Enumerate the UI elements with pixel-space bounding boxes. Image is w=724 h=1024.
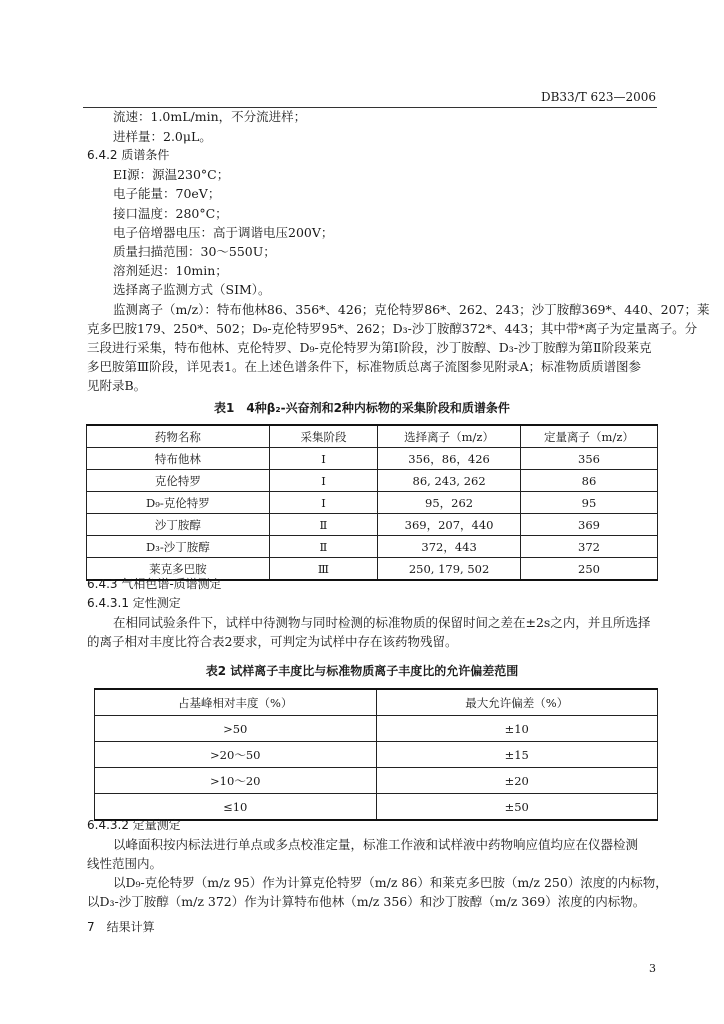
quant-ion-cell: 356 xyxy=(520,448,657,470)
deviation-cell: ±50 xyxy=(376,794,658,821)
quantitative-line-3: 以D₉-克伦特罗（m/z 95）作为计算克伦特罗（m/z 86）和莱克多巴胺（m/z 250）浓度的内标物， xyxy=(113,875,668,890)
deviation-cell: ±10 xyxy=(376,716,658,742)
quant-ion-cell: 369 xyxy=(520,514,657,536)
drug-name-cell: D₉-克伦特罗 xyxy=(87,492,270,514)
qualitative-line-2: 的离子相对丰度比符合表2要求，可判定为试样中存在该药物残留。 xyxy=(87,634,458,649)
drug-name-cell: 沙丁胺醇 xyxy=(87,514,270,536)
section-6-4-3-1-heading: 6.4.3.1 定性测定 xyxy=(87,596,181,610)
header-relative-abundance: 占基峰相对丰度（%） xyxy=(95,689,377,716)
stage-cell: Ⅰ xyxy=(269,470,377,492)
section-7-heading: 7 结果计算 xyxy=(87,920,155,934)
acquisition-table xyxy=(86,424,658,581)
scan-range-line: 质量扫描范围：30～550U； xyxy=(113,244,276,259)
monitor-ions-line-2: 克多巴胺179、250*、502；D₉-克伦特罗95*、262；D₃-沙丁胺醇372*、443；其中带*离子为定量离子。分 xyxy=(87,321,698,336)
abundance-cell: >50 xyxy=(95,716,377,742)
ei-source-line: EI源：源温230°C； xyxy=(113,167,230,182)
quantitative-line-2: 线性范围内。 xyxy=(87,856,163,871)
stage-cell: Ⅲ xyxy=(269,558,377,581)
abundance-cell: >20～50 xyxy=(95,742,377,768)
monitor-ions-line-3: 三段进行采集，特布他林、克伦特罗、D₉-克伦特罗为第Ⅰ阶段，沙丁胺醇、D₃-沙丁胺醇为第Ⅱ阶段莱克 xyxy=(87,340,652,355)
stage-cell: Ⅱ xyxy=(269,514,377,536)
deviation-table xyxy=(94,688,658,821)
quant-ion-cell: 86 xyxy=(520,470,657,492)
sim-mode-line: 选择离子监测方式（SIM）。 xyxy=(113,282,271,297)
page-number: 3 xyxy=(649,962,656,975)
table-row xyxy=(87,470,658,492)
drug-name-cell: 特布他林 xyxy=(87,448,270,470)
deviation-cell: ±20 xyxy=(376,768,658,794)
table-row xyxy=(95,716,658,742)
table-row xyxy=(87,536,658,558)
deviation-cell: ±15 xyxy=(376,742,658,768)
table-row xyxy=(87,514,658,536)
selected-ions-cell: 95，262 xyxy=(378,492,521,514)
stage-cell: Ⅱ xyxy=(269,536,377,558)
stage-cell: Ⅰ xyxy=(269,448,377,470)
qualitative-line-1: 在相同试验条件下，试样中待测物与同时检测的标准物质的保留时间之差在±2s之内，并且所选择 xyxy=(113,615,651,630)
flow-rate-line: 流速：1.0mL/min，不分流进样； xyxy=(113,109,307,124)
header-stage: 采集阶段 xyxy=(269,425,377,448)
table-header-row xyxy=(95,689,658,716)
monitor-ions-line-5: 见附录B。 xyxy=(87,378,147,393)
selected-ions-cell: 86, 243, 262 xyxy=(378,470,521,492)
quantitative-line-4: 以D₃-沙丁胺醇（m/z 372）作为计算特布他林（m/z 356）和沙丁胺醇（m/z 369）浓度的内标物。 xyxy=(87,894,646,909)
drug-name-cell: 莱克多巴胺 xyxy=(87,558,270,581)
quant-ion-cell: 372 xyxy=(520,536,657,558)
monitor-ions-line-1: 监测离子（m/z）：特布他林86、356*、426；克伦特罗86*、262、243；沙丁胺醇369*、440、207；莱 xyxy=(113,302,710,317)
quant-ion-cell: 250 xyxy=(520,558,657,581)
multiplier-voltage-line: 电子倍增器电压：高于调谐电压200V； xyxy=(113,225,334,240)
header-drug-name: 药物名称 xyxy=(87,425,270,448)
section-6-4-3-2-heading: 6.4.3.2 定量测定 xyxy=(87,818,181,832)
header-max-deviation: 最大允许偏差（%） xyxy=(376,689,658,716)
table-row xyxy=(87,492,658,514)
abundance-cell: ≤10 xyxy=(95,794,377,821)
selected-ions-cell: 250, 179, 502 xyxy=(378,558,521,581)
solvent-delay-line: 溶剂延迟：10min； xyxy=(113,263,228,278)
table-row xyxy=(95,742,658,768)
table-row xyxy=(87,448,658,470)
abundance-cell: >10～20 xyxy=(95,768,377,794)
monitor-ions-line-4: 多巴胺第Ⅲ阶段，详见表1。在上述色谱条件下，标准物质总离子流图参见附录A；标准物质质谱图参 xyxy=(87,359,642,374)
injection-volume-line: 进样量：2.0μL。 xyxy=(113,129,212,144)
header-quant-ion: 定量离子（m/z） xyxy=(520,425,657,448)
table-header-row xyxy=(87,425,658,448)
selected-ions-cell: 372，443 xyxy=(378,536,521,558)
drug-name-cell: D₃-沙丁胺醇 xyxy=(87,536,270,558)
section-6-4-2-heading: 6.4.2 质谱条件 xyxy=(87,148,170,162)
stage-cell: Ⅰ xyxy=(269,492,377,514)
table-2-caption: 表2 试样离子丰度比与标准物质离子丰度比的允许偏差范围 xyxy=(205,664,519,678)
quant-ion-cell: 95 xyxy=(520,492,657,514)
section-6-4-3-heading: 6.4.3 气相色谱-质谱测定 xyxy=(87,577,222,591)
selected-ions-cell: 356，86，426 xyxy=(378,448,521,470)
table-1-caption: 表1 4种β₂-兴奋剂和2种内标物的采集阶段和质谱条件 xyxy=(214,401,510,415)
header-selected-ions: 选择离子（m/z） xyxy=(378,425,521,448)
quantitative-line-1: 以峰面积按内标法进行单点或多点校准定量，标准工作液和试样液中药物响应值均应在仪器检测 xyxy=(113,837,639,852)
drug-name-cell: 克伦特罗 xyxy=(87,470,270,492)
interface-temp-line: 接口温度：280°C； xyxy=(113,206,228,221)
electron-energy-line: 电子能量：70eV； xyxy=(113,186,221,201)
document-code: DB33/T 623—2006 xyxy=(540,90,656,104)
table-row xyxy=(95,768,658,794)
selected-ions-cell: 369，207，440 xyxy=(378,514,521,536)
